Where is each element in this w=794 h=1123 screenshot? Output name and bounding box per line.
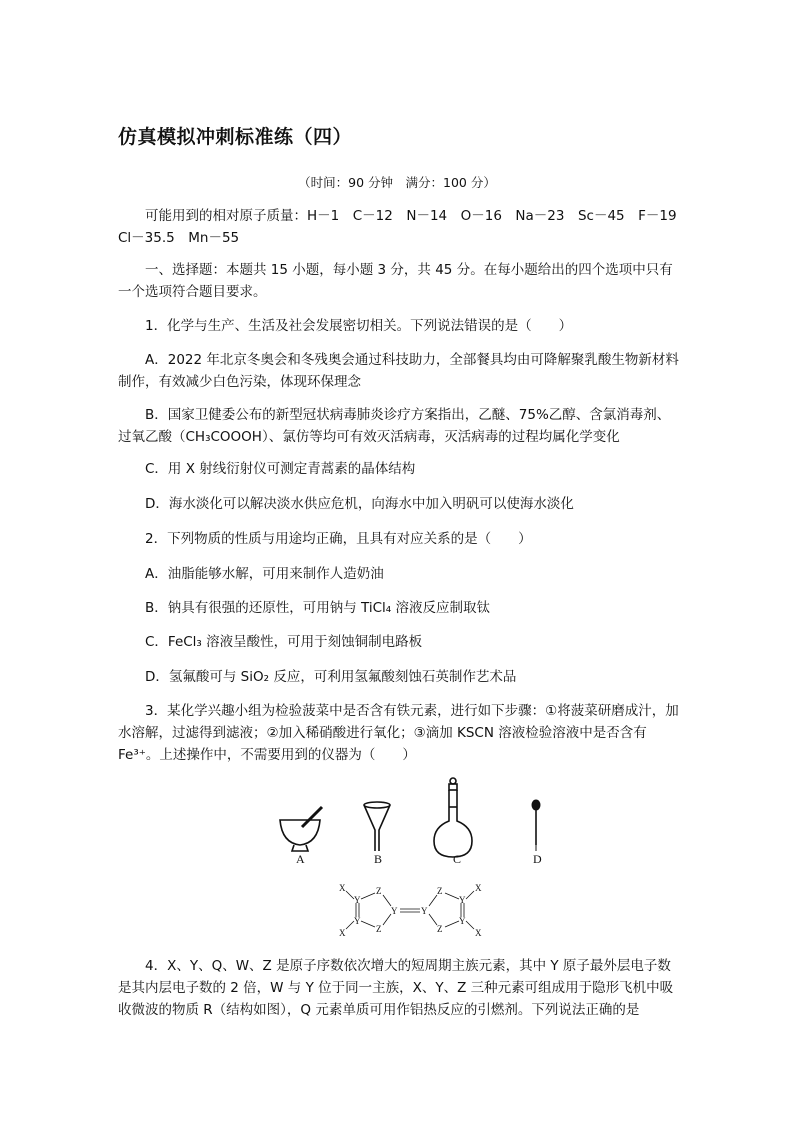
struct-atom-y4: Y xyxy=(421,906,428,916)
struct-atom-x2: X xyxy=(339,928,346,938)
struct-atom-z1: Z xyxy=(376,886,382,896)
struct-atom-y1: Y xyxy=(354,895,361,905)
q2-option-c: C．FeCl₃ 溶液呈酸性，可用于刻蚀铜制电路板 xyxy=(145,634,423,650)
q1-option-c: C．用 X 射线衍射仪可测定青蒿素的晶体结构 xyxy=(145,461,416,477)
struct-atom-y5: Y xyxy=(459,895,466,905)
time-info: （时间：90 分钟 满分：100 分） xyxy=(298,175,496,190)
struct-atom-z4: Z xyxy=(437,924,443,934)
q2-option-b: B．钠具有很强的还原性，可用钠与 TiCl₄ 溶液反应制取钛 xyxy=(145,600,491,616)
apparatus-label-d: D xyxy=(533,852,542,866)
struct-atom-z2: Z xyxy=(376,924,382,934)
q4-stem: 4．X、Y、Q、W、Z 是原子序数依次增大的短周期主族元素，其中 Y 原子最外层电子数是其内层电子数的 2 倍，W 与 Y 位于同一主族，X、Y、Z 三种元素可组成用于隐形飞机中吸收微波的物质 R（结构如图），Q 元素单质可用作铝热反应的引燃剂。下列说法正确的是 xyxy=(118,958,674,1018)
q2-option-d: D．氢氟酸可与 SiO₂ 反应，可利用氢氟酸刻蚀石英制作艺术品 xyxy=(145,669,517,685)
apparatus-label-c: C xyxy=(453,852,462,866)
struct-atom-x4: X xyxy=(475,928,482,938)
struct-atom-y2: Y xyxy=(354,916,361,926)
dropper-icon xyxy=(532,800,540,851)
q1-option-a: A．2022 年北京冬奥会和冬残奥会通过科技助力，全部餐具均由可降解聚乳酸生物新材料制作，有效减少白色污染，体现环保理念 xyxy=(118,352,679,390)
lab-apparatus-figure xyxy=(270,775,560,875)
struct-atom-x1: X xyxy=(339,883,346,893)
mortar-pestle-icon xyxy=(280,807,322,851)
apparatus-label-b: B xyxy=(374,852,383,866)
q2-option-a: A．油脂能够水解，可用来制作人造奶油 xyxy=(145,566,384,582)
struct-atom-y3: Y xyxy=(391,906,398,916)
q2-stem: 2．下列物质的性质与用途均正确，且具有对应关系的是（ ） xyxy=(145,531,532,547)
struct-atom-x3: X xyxy=(475,883,482,893)
section-one-heading: 一、选择题：本题共 15 小题，每小题 3 分，共 45 分。在每小题给出的四个选项中只有一个选项符合题目要求。 xyxy=(118,262,673,300)
volumetric-flask-icon xyxy=(434,778,472,857)
funnel-icon xyxy=(364,802,390,851)
struct-atom-z3: Z xyxy=(437,886,443,896)
apparatus-label-a: A xyxy=(296,852,305,866)
page-title: 仿真模拟冲刺标准练（四） xyxy=(118,126,353,148)
q1-option-b: B．国家卫健委公布的新型冠状病毒肺炎诊疗方案指出，乙醚、75%乙醇、含氯消毒剂、过氧乙酸（CH₃COOOH）、氯仿等均可有效灭活病毒，灭活病毒的过程均属化学变化 xyxy=(118,407,671,445)
q3-stem: 3．某化学兴趣小组为检验菠菜中是否含有铁元素，进行如下步骤：①将菠菜研磨成汁，加水溶解，过滤得到滤液；②加入稀硝酸进行氧化；③滴加 KSCN 溶液检验溶液中是否含有 Fe³⁺。上述操作中，不需要用到的仪器为（ ） xyxy=(118,703,679,763)
q1-option-d: D．海水淡化可以解决淡水供应危机，向海水中加入明矾可以使海水淡化 xyxy=(145,496,574,512)
struct-atom-y6: Y xyxy=(459,916,466,926)
structure-r-diagram xyxy=(330,878,490,940)
atomic-masses: 可能用到的相对原子质量：H－1 C－12 N－14 O－16 Na－23 Sc－45 F－19 Cl－35.5 Mn－55 xyxy=(118,208,677,246)
q1-stem: 1．化学与生产、生活及社会发展密切相关。下列说法错误的是（ ） xyxy=(145,318,573,334)
